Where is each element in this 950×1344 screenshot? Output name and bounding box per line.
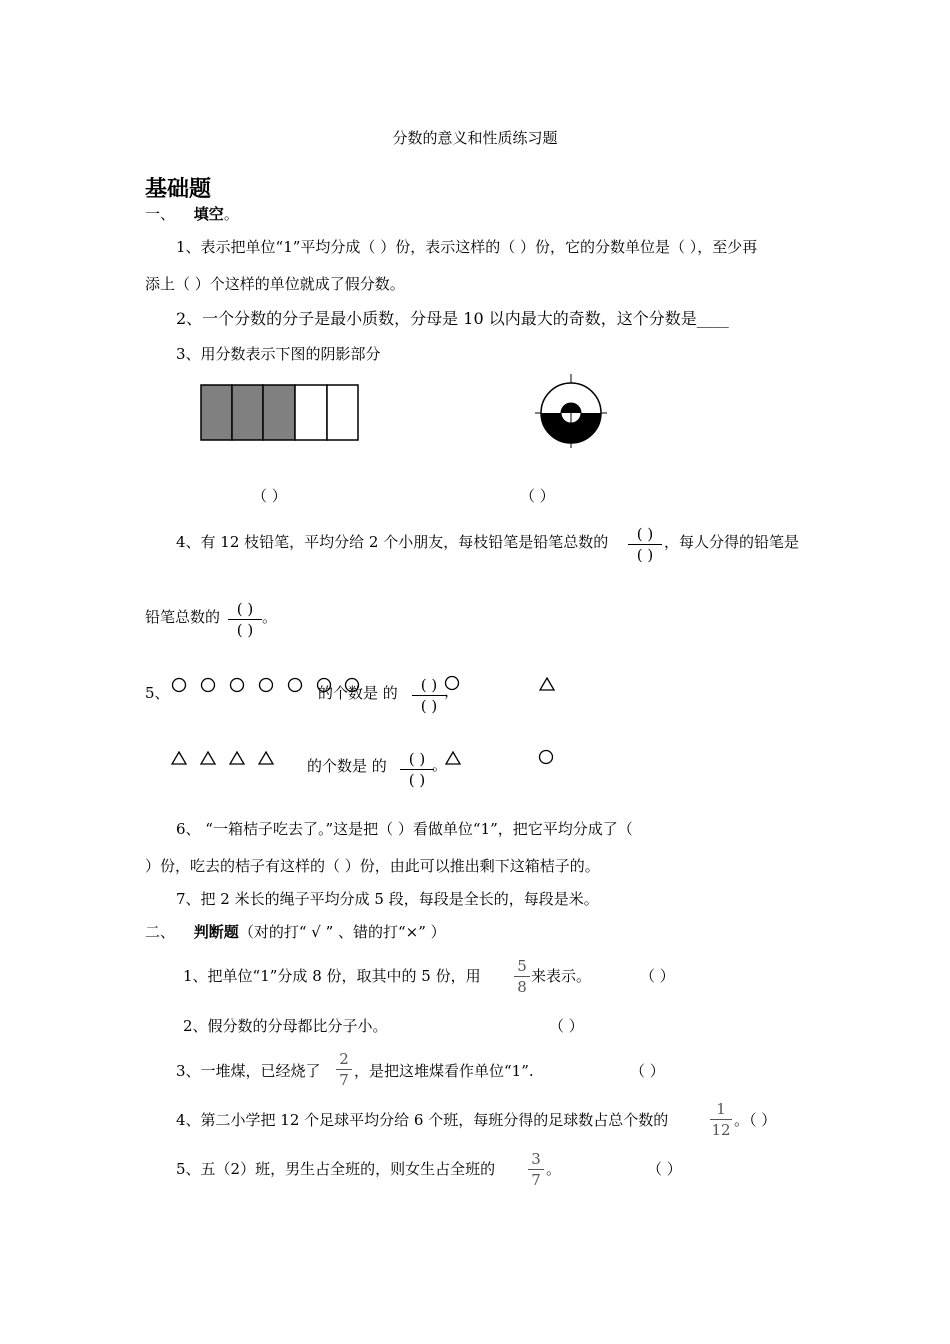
- circle-icon: [289, 679, 302, 692]
- triangle-icon: [230, 752, 244, 764]
- judge-5-text-end: 。: [546, 1160, 562, 1178]
- rect-part-4: [295, 385, 327, 440]
- judge-1-text: 1、把单位“1”分成 8 份，取其中的 5 份，用: [183, 967, 481, 985]
- q5-fraction-1[interactable]: [412, 676, 446, 715]
- fraction-numerator-blank: ( ): [420, 676, 438, 694]
- judge-4-text: 4、第二小学把 12 个足球平均分给 6 个班，每班分得的足球数占总个数的: [176, 1111, 669, 1129]
- q3: 3、用分数表示下图的阴影部分: [176, 345, 381, 363]
- judge-2-answer[interactable]: （ ）: [549, 1017, 584, 1035]
- q3-blank-1[interactable]: （ ）: [252, 487, 287, 505]
- q4-fraction-1[interactable]: [628, 525, 662, 564]
- circle-icon: [173, 679, 186, 692]
- q4-line2: 铅笔总数的: [145, 608, 221, 626]
- judge-3-fraction: 2 7: [336, 1050, 352, 1089]
- rect-part-1: [201, 385, 232, 440]
- fraction-numerator-blank: ( ): [408, 750, 426, 768]
- judge-5-text: 5、五（2）班，男生占全班的，则女生占全班的: [176, 1160, 496, 1178]
- fraction-denominator-blank: ( ): [408, 771, 426, 789]
- q4-line2-end: 。: [262, 608, 278, 626]
- judge-1-answer[interactable]: （ ）: [640, 967, 675, 985]
- fraction-denominator-blank: ( ): [636, 546, 654, 564]
- triangle-icon: [538, 676, 556, 692]
- judge-3-text-end: ，是把这堆煤看作单位“1”.: [354, 1062, 534, 1080]
- page-title: 分数的意义和性质练习题: [392, 129, 558, 147]
- judge-1-fraction: 5 8: [514, 957, 530, 996]
- q4-fraction-2[interactable]: [228, 600, 262, 639]
- judge-3-answer[interactable]: （ ）: [630, 1062, 665, 1080]
- q4-line1: 4、有 12 枝铅笔，平均分给 2 个小朋友，每枝铅笔是铅笔总数的: [176, 533, 609, 551]
- q2: 2、一个分数的分子是最小质数，分母是 10 以内最大的奇数，这个分数是____: [176, 309, 729, 328]
- judge-1-text-end: 来表示。: [531, 967, 592, 985]
- fraction-numerator-blank: ( ): [636, 525, 654, 543]
- circle-icon: [443, 674, 461, 692]
- q5-text-2: 的个数是 的: [307, 757, 387, 775]
- section2-note: （对的打“ √ ” 、错的打“×” ）: [238, 923, 446, 941]
- rect-part-5: [327, 385, 358, 440]
- q6-line1: 6、 “一箱桔子吃去了。”这是把（ ）看做单位“1”，把它平均分成了（: [176, 820, 633, 838]
- fraction-denominator-blank: ( ): [420, 697, 438, 715]
- q5-text-1-end: ，: [444, 682, 460, 700]
- section1-end: 。: [223, 205, 239, 223]
- triangle-icon: [172, 752, 186, 764]
- shaded-rectangle-figure: [200, 384, 362, 442]
- triangle-icon: [201, 752, 215, 764]
- section-heading: 基础题: [145, 176, 212, 202]
- q5-prefix: 5、: [145, 684, 170, 702]
- judge-3-text: 3、一堆煤，已经烧了: [176, 1062, 321, 1080]
- section1-title: 填空: [193, 205, 224, 223]
- q5-text-1: 的个数是 的: [318, 684, 398, 702]
- judge-4-text-end: 。（ ）: [734, 1111, 777, 1129]
- q1-line2: 添上（ ）个这样的单位就成了假分数。: [145, 275, 405, 293]
- circle-icon: [260, 679, 273, 692]
- section1-header: [145, 203, 239, 224]
- section1-label: 一、: [145, 205, 176, 223]
- section2-title: 判断题: [193, 923, 239, 941]
- judge-4-fraction: 1 12: [711, 1100, 731, 1139]
- q7: 7、把 2 米长的绳子平均分成 5 段，每段是全长的，每段是米。: [176, 890, 599, 908]
- q5-triangles-group: [170, 750, 280, 766]
- triangle-icon: [259, 752, 273, 764]
- shaded-circle-figure: [535, 374, 607, 448]
- fraction-numerator-blank: ( ): [236, 600, 254, 618]
- rect-part-2: [232, 385, 263, 440]
- circle-icon: [231, 679, 244, 692]
- q4-line1-end: ，每人分得的铅笔是: [664, 533, 800, 551]
- judge-5-answer[interactable]: （ ）: [647, 1160, 682, 1178]
- section2-header: [145, 921, 446, 942]
- q5-text-2-end: 。: [432, 756, 448, 774]
- circle-icon: [537, 748, 555, 766]
- judge-2-text: 2、假分数的分母都比分子小。: [183, 1017, 388, 1035]
- section2-label: 二、: [145, 923, 176, 941]
- triangle-icon: [444, 750, 462, 766]
- circle-icon: [202, 679, 215, 692]
- q5-fraction-2[interactable]: [400, 750, 434, 789]
- q6-line2: ）份，吃去的桔子有这样的（ ）份，由此可以推出剩下这箱桔子的。: [145, 857, 600, 875]
- q1-line1: 1、表示把单位“1”平均分成（ ）份，表示这样的（ ）份，它的分数单位是（ ），至少再: [176, 238, 758, 256]
- fraction-denominator-blank: ( ): [236, 621, 254, 639]
- rect-part-3: [263, 385, 295, 440]
- q3-blank-2[interactable]: （ ）: [520, 487, 555, 505]
- judge-5-fraction: 3 7: [528, 1150, 544, 1189]
